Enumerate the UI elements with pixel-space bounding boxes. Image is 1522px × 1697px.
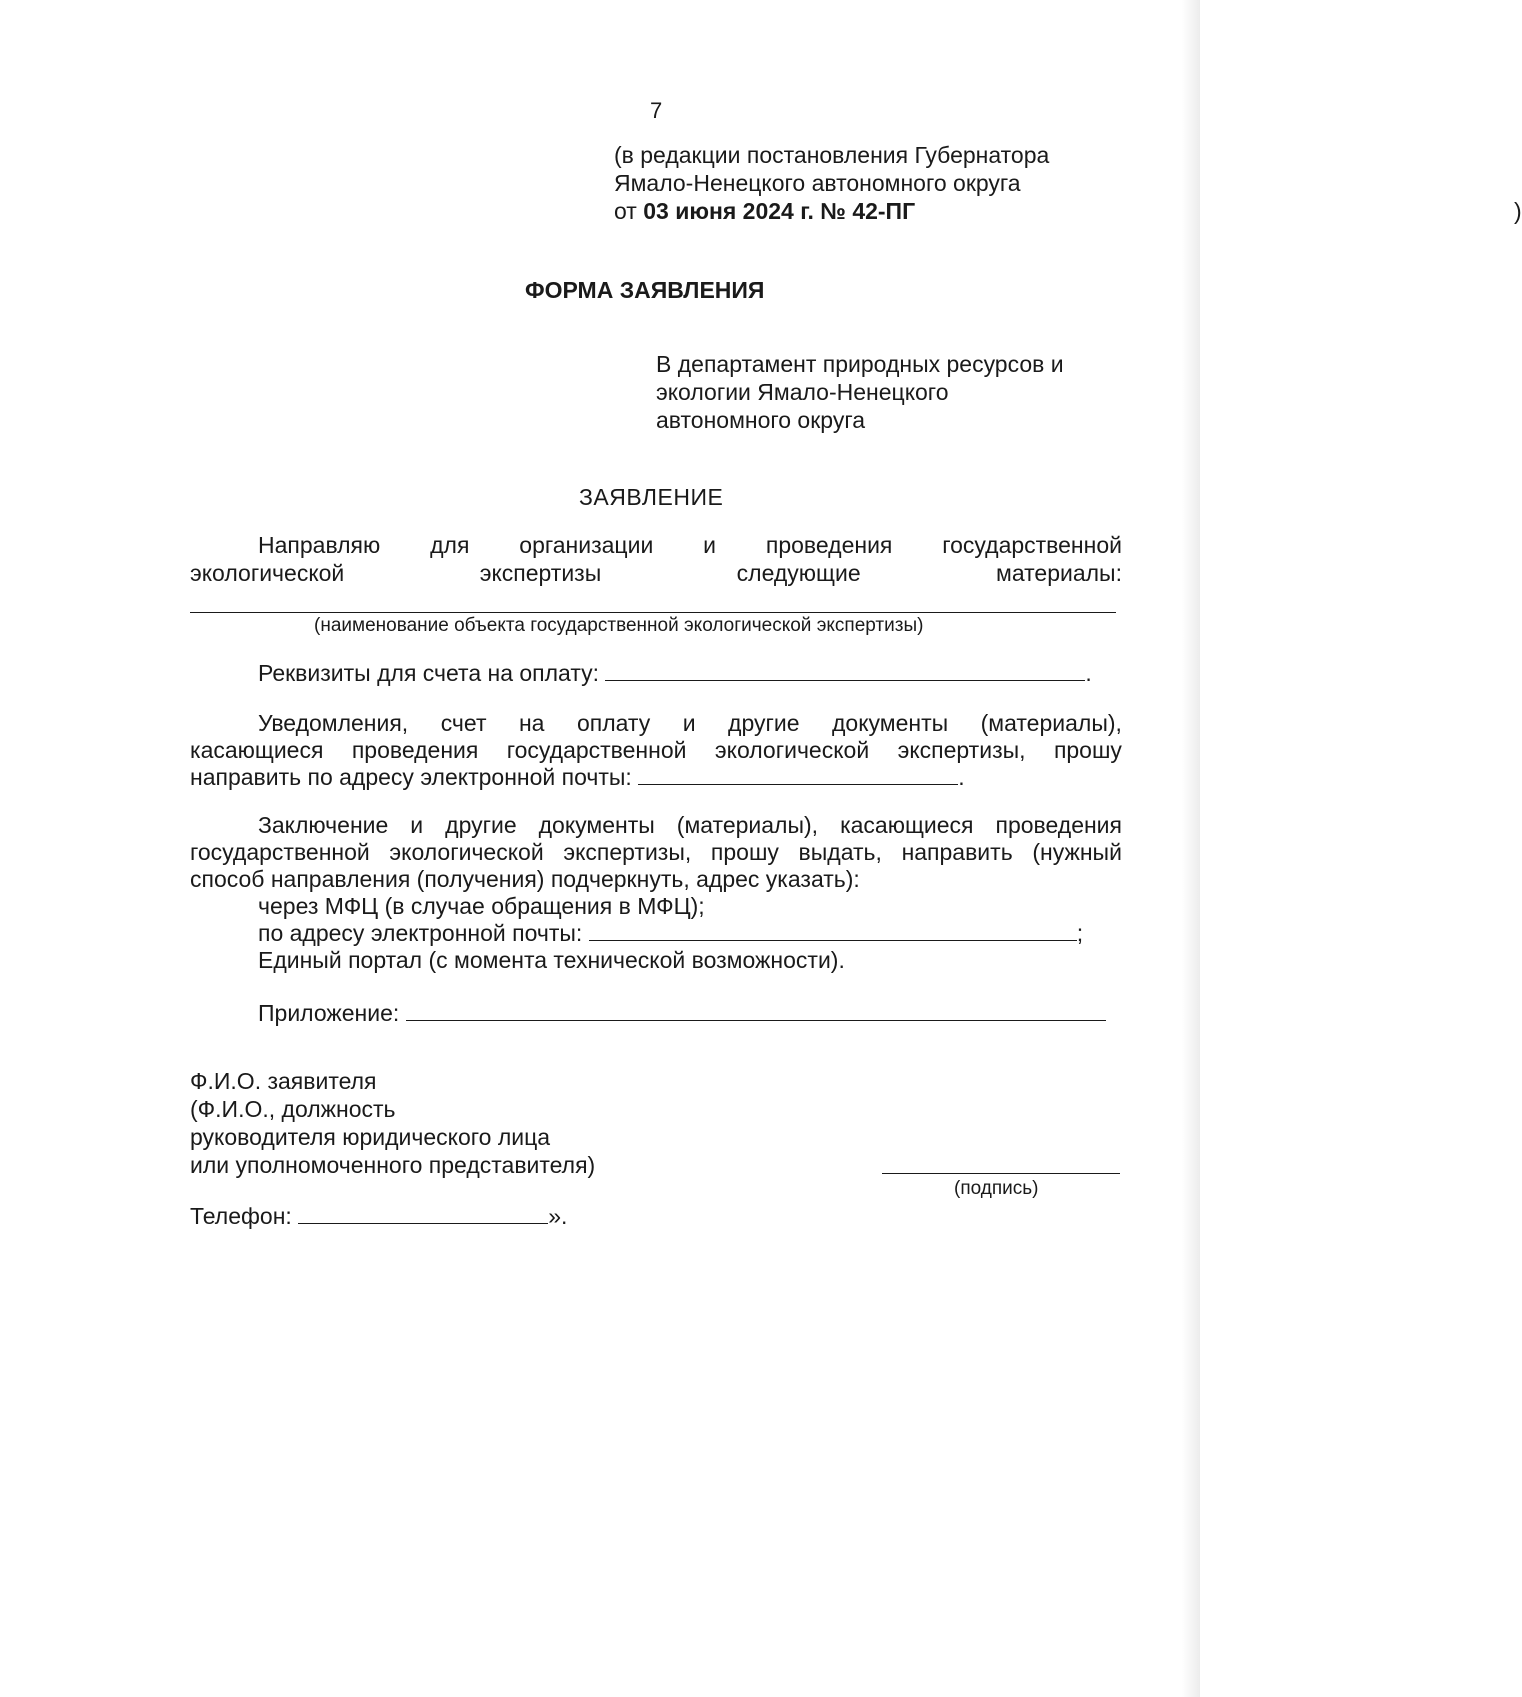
conclusion-word: другие [445,812,517,838]
conclusion-word: экологической [389,839,544,865]
conclusion-word: государственной [190,839,370,865]
conclusion-word: проведения [995,812,1122,838]
notifications-word: прошу [1053,737,1122,763]
intro-word: экспертизы [479,560,602,586]
intro-word: организации [519,532,654,558]
notifications-line-2 [190,737,1122,764]
option-mfc: через МФЦ (в случае обращения в МФЦ); [258,893,705,919]
document-page [190,0,1522,1697]
attachment-label: Приложение: [258,1000,400,1026]
option-email-label: по адресу электронной почты: [258,920,583,946]
conclusion-word: прошу [710,839,779,865]
notifications-word: счет [440,710,487,736]
intro-line-2 [190,560,1122,587]
phone-line [190,1203,567,1230]
intro-word: материалы: [996,560,1122,586]
conclusion-word: касающиеся [840,812,974,838]
notifications-email-field[interactable] [638,764,958,785]
intro-word: и [703,532,717,558]
notifications-word: государственной [506,737,687,763]
notifications-word: касающиеся [190,737,324,763]
applicant-line-3: руководителя юридического лица [190,1124,551,1150]
conclusion-word: экспертизы, [563,839,692,865]
edition-note [614,141,1522,225]
object-name-caption: (наименование объекта государственной экологической экспертизы) [314,615,924,636]
page-edge-shadow [1182,0,1200,1697]
option-email-end: ; [1076,920,1084,946]
payment-line [258,660,1092,687]
conclusion-word: направить [901,839,1013,865]
notifications-line-3 [190,764,965,791]
conclusion-line-2 [190,839,1122,866]
edition-date: 03 июня 2024 г. № 42-ПГ [643,198,916,224]
applicant-line-2: (Ф.И.О., должность [190,1096,396,1122]
notifications-word: документы [832,710,949,736]
intro-line-1 [190,532,1122,559]
notifications-word: другие [728,710,800,736]
notifications-email-label: направить по адресу электронной почты: [190,764,632,790]
notifications-word: экспертизы, [897,737,1026,763]
notifications-line-1 [190,710,1122,737]
option-email-field[interactable] [589,920,1077,941]
signature-caption: (подпись) [954,1178,1039,1199]
payment-end: . [1085,660,1092,686]
intro-word: для [430,532,470,558]
notifications-word: проведения [351,737,479,763]
conclusion-line-1 [190,812,1122,839]
recipient-line-3: автономного округа [656,407,865,433]
conclusion-word: (нужный [1032,839,1122,865]
conclusion-word: документы [538,812,655,838]
payment-label: Реквизиты для счета на оплату: [258,660,600,686]
payment-details-field[interactable] [605,660,1085,681]
intro-word: следующие [736,560,861,586]
phone-end: ». [548,1203,568,1229]
option-email-line [258,920,1083,947]
attachment-field[interactable] [406,1000,1106,1021]
conclusion-word: выдать, [798,839,882,865]
notifications-word: оплату [576,710,651,736]
intro-word: проведения [765,532,893,558]
form-title: ФОРМА ЗАЯВЛЕНИЯ [525,277,765,303]
edition-line-3 [614,197,1049,225]
notifications-word: Уведомления, [258,710,409,736]
object-name-field[interactable] [190,612,1116,613]
phone-field[interactable] [298,1203,548,1224]
notifications-word: (материалы), [980,710,1122,736]
edition-prefix: от [614,198,637,224]
conclusion-line-3: способ направления (получения) подчеркнуть, адрес указать): [190,866,860,892]
applicant-line-1: Ф.И.О. заявителя [190,1068,377,1094]
applicant-line-4: или уполномоченного представителя) [190,1152,596,1178]
recipient-line-2: экологии Ямало-Ненецкого [656,379,949,405]
conclusion-word: Заключение [258,812,389,838]
attachment-line [258,1000,1106,1027]
notifications-word: на [518,710,545,736]
conclusion-word: (материалы), [676,812,819,838]
intro-word: Направляю [258,532,381,558]
notifications-word: и [682,710,696,736]
edition-close-paren: ) [1514,198,1522,224]
notifications-word: экологической [714,737,870,763]
page-number: 7 [650,98,663,123]
recipient-line-1: В департамент природных ресурсов и [656,351,1064,377]
intro-word: государственной [942,532,1122,558]
signature-field[interactable] [882,1173,1120,1174]
document-title: ЗАЯВЛЕНИЕ [579,484,724,510]
edition-line-2: Ямало-Ненецкого автономного округа [614,170,1021,196]
option-portal: Единый портал (с момента технической возможности). [258,947,845,973]
intro-word: экологической [190,560,345,586]
notifications-end: . [958,764,965,790]
recipient-block [656,350,1064,434]
phone-label: Телефон: [190,1203,292,1229]
conclusion-word: и [410,812,424,838]
edition-line-1: (в редакции постановления Губернатора [614,142,1050,168]
